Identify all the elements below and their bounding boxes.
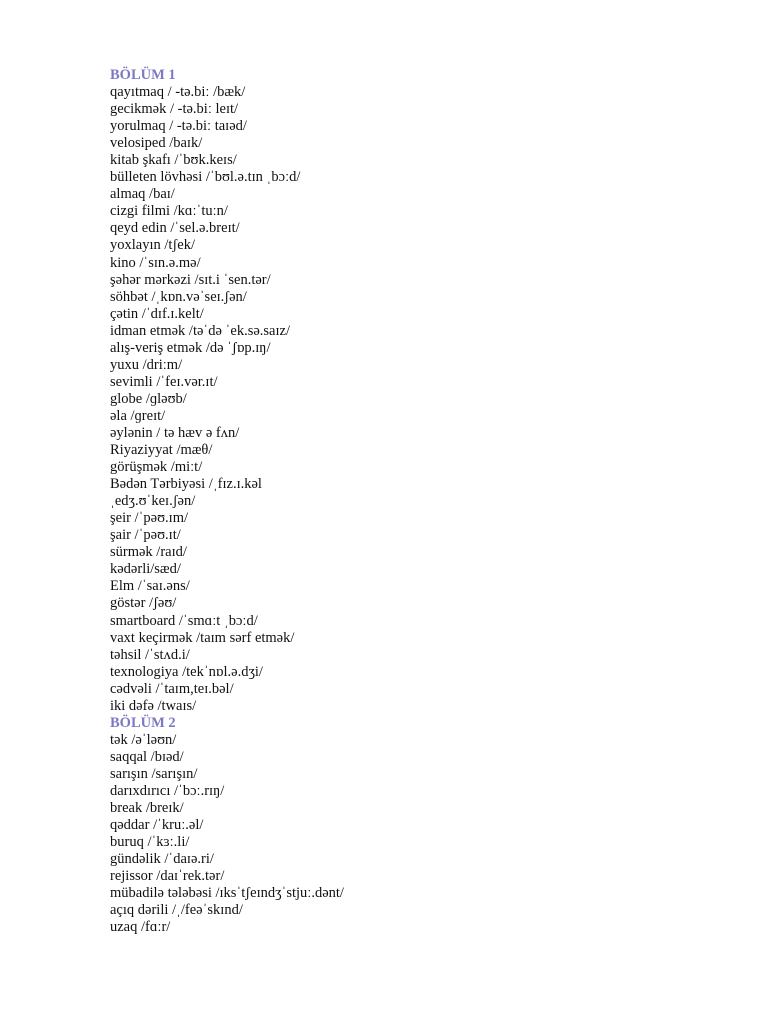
vocab-entry: şeir /ˈpəʊ.ɪm/ xyxy=(110,510,189,527)
vocab-entry: əylənin / tə hæv ə fʌn/ xyxy=(110,424,240,441)
vocab-entry: almaq /baɪ/ xyxy=(110,186,175,203)
vocab-entry: cizgi filmi /kɑːˈtuːn/ xyxy=(110,203,228,220)
vocab-entry: globe /ɡləʊb/ xyxy=(110,390,187,407)
vocab-entry: sarışın /sarışın/ xyxy=(110,765,198,782)
vocab-entry: qayıtmaq / -tə.biː /bæk/ xyxy=(110,84,246,101)
vocab-entry: Elm /ˈsaɪ.əns/ xyxy=(110,578,190,595)
section-heading-bolum-1: BÖLÜM 1 xyxy=(110,67,176,83)
vocab-entry: mübadilə tələbəsi /ɪksˈtʃeɪndʒˈstjuː.dənt/ xyxy=(110,885,344,902)
vocab-entry: təhsil /ˈstʌd.i/ xyxy=(110,646,190,663)
vocab-entry: sürmək /raɪd/ xyxy=(110,544,187,561)
vocab-entry: kədərli/sæd/ xyxy=(110,561,181,578)
vocab-entry: yoxlayın /tʃek/ xyxy=(110,237,195,254)
section-entries-bolum-2 xyxy=(110,732,748,937)
vocab-entry: idman etmək /təˈdə ˈek.sə.saɪz/ xyxy=(110,322,290,339)
vocab-entry: gündəlik /ˈdaɪə.ri/ xyxy=(110,851,214,868)
vocab-entry: ˌedʒ.ʊˈkeɪ.ʃən/ xyxy=(110,493,196,510)
vocab-entry: velosiped /baɪk/ xyxy=(110,135,203,152)
vocab-entry: şəhər mərkəzi /sɪt.i ˈsen.tər/ xyxy=(110,271,271,288)
vocab-entry: bülleten lövhəsi /ˈbʊl.ə.tɪn ˌbɔːd/ xyxy=(110,169,301,186)
vocabulary-page xyxy=(110,67,748,936)
vocab-entry: çətin /ˈdɪf.ɪ.kelt/ xyxy=(110,305,204,322)
vocab-entry: smartboard /ˈsmɑːt ˌbɔːd/ xyxy=(110,612,258,629)
vocab-entry: texnologiya /tekˈnɒl.ə.dʒi/ xyxy=(110,663,263,680)
vocab-entry: göstər /ʃəʊ/ xyxy=(110,595,177,612)
vocab-entry: sevimli /ˈfeɪ.vər.ɪt/ xyxy=(110,373,218,390)
vocab-entry: şair /ˈpəʊ.ɪt/ xyxy=(110,527,181,544)
vocab-entry: qeyd edin /ˈsel.ə.breɪt/ xyxy=(110,220,240,237)
vocab-entry: gecikmək / -tə.biː leɪt/ xyxy=(110,101,239,118)
section-entries-bolum-1 xyxy=(110,84,748,715)
vocab-entry: iki dəfə /twaɪs/ xyxy=(110,697,197,714)
vocab-entry: buruq /ˈkɜː.li/ xyxy=(110,834,190,851)
vocab-entry: kitab şkafı /ˈbʊk.keɪs/ xyxy=(110,152,237,169)
vocab-entry: yuxu /driːm/ xyxy=(110,356,183,373)
vocab-entry: darıxdırıcı /ˈbɔː.rɪŋ/ xyxy=(110,782,225,799)
vocab-entry: açıq dərili /ˌ/feəˈskɪnd/ xyxy=(110,902,243,919)
vocab-entry: vaxt keçirmək /taɪm sərf etmək/ xyxy=(110,629,295,646)
vocab-entry: alış-veriş etmək /də ˈʃɒp.ɪŋ/ xyxy=(110,339,271,356)
section-heading-bolum-2: BÖLÜM 2 xyxy=(110,714,176,731)
vocab-entry: cədvəli /ˈtaɪm,teɪ.bəl/ xyxy=(110,680,234,697)
vocab-entry: əla /ɡreɪt/ xyxy=(110,407,166,424)
vocab-entry: rejissor /daɪˈrek.tər/ xyxy=(110,868,225,885)
vocab-entry: görüşmək /miːt/ xyxy=(110,459,203,476)
vocab-entry: uzaq /fɑːr/ xyxy=(110,919,171,936)
vocab-entry: söhbət /ˌkɒn.vəˈseɪ.ʃən/ xyxy=(110,288,247,305)
vocab-entry: qəddar /ˈkruː.əl/ xyxy=(110,817,204,834)
vocab-entry: kino /ˈsɪn.ə.mə/ xyxy=(110,254,201,271)
vocab-entry: yorulmaq / -tə.biː taɪəd/ xyxy=(110,118,247,135)
vocab-entry: tək /əˈləʊn/ xyxy=(110,731,177,748)
vocab-entry: break /breɪk/ xyxy=(110,800,184,817)
vocab-entry: saqqal /bɪəd/ xyxy=(110,748,184,765)
vocab-entry: Riyaziyyat /mæθ/ xyxy=(110,442,213,459)
vocab-entry: Bədən Tərbiyəsi /ˌfɪz.ɪ.kəl xyxy=(110,476,262,493)
